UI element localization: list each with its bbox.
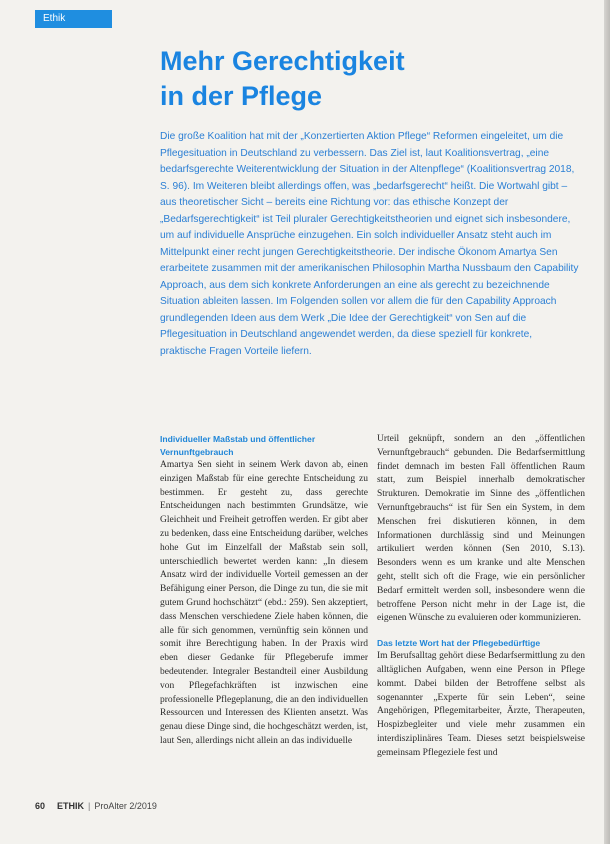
page-number: 60	[35, 801, 46, 811]
subhead-last-word: Das letzte Wort hat der Pflegebedürftige	[377, 638, 541, 649]
page-footer	[35, 801, 157, 811]
subhead-individual-standard: Individueller Maßstab und öffentlicher Vernunftgebrauch	[160, 434, 316, 457]
right-column-body-1: Urteil geknüpft, sondern an den „öffentlichen Vernunftgebrauch“ gebunden. Die Bedarfsermittlung findet demnach im besten Fall öffentlichen Raum statt, zum Beispiel innerhalb demokratischer Strukturen. Demokratie im Sinne des „öffentlichen Vernunftgebrauchs“ ist für Sen ein System, in dem Menschen frei diskutieren können, in dem Informationen durchlässig sind und Meinungen artikuliert werden können (Sen 2010, S.13). Besonders wenn es um kranke und alte Menschen geht, stellt sich oft die Frage, wie ein persönlicher Bedarf ermittelt werden soll, insbesondere wenn die betroffene Person nicht mehr in der Lage ist, die eigenen Wünsche zu evaluieren oder kommunizieren.	[377, 434, 585, 624]
right-column-body-2: Im Berufsalltag gehört diese Bedarfsermittlung zu den alltäglichen Aufgaben, wenn eine Person in Pflege kommt. Dabei bilden der Betroffene selbst als sogenannter „Experte für sein Leben“, seine Angehörigen, Pflegemitarbeiter, Ärzte, Therapeuten, Hospizbegleiter und viele mehr zusammen ein interdisziplinäres Team. Dieses setzt beispielsweise gemeinsam Pflegeziele fest und	[377, 651, 585, 758]
footer-separator: |	[88, 801, 91, 811]
left-column-body: Amartya Sen sieht in seinem Werk davon ab, einen einzigen Maßstab für eine gerechte Entscheidung zu bestimmen. Er gesteht zu, dass gerechte Entscheidungen nach bestimmten Grundsätze, wie Gleichheit und Freiheit getroffen werden. Er gibt aber zu bedenken, dass eine Entscheidung darüber, welches hohe Gut im Einzelfall der Maßstab sein soll, unterschiedlich bewertet werden kann: „In diesem Ansatz wird der individuelle Vorteil gemessen an der Befähigung einer Person, die Dinge zu tun, die sie mit gutem Grund hochschätzt“ (ebd.: 259). Sen akzeptiert, dass Menschen verschiedene Ziele haben können, die alle für sich genommen, vernünftig sein können und somit ihre Berechtigung haben. In der Praxis wird eben dieser Gedanke für Pflegeberufe immer bedeutender. Integraler Bestandteil einer Ausbildung von Pflegefachkräften ist inzwischen eine professionelle Pflegeplanung, die an den individuellen Ressourcen und Interessen des Klienten ansetzt. Was genau diese Dinge sind, die hochgeschätzt werden, ist, laut Sen, allerdings nicht allein an das individuelle	[160, 460, 368, 746]
page-spine-shadow	[604, 0, 610, 844]
article-title	[160, 44, 580, 114]
footer-magazine: ProAlter 2/2019	[94, 801, 157, 811]
section-tag: Ethik	[35, 10, 112, 28]
footer-section: ETHIK	[57, 801, 85, 811]
right-column	[377, 433, 585, 761]
article-title-line-1: Mehr Gerechtigkeit	[160, 46, 405, 76]
article-title-line-2: in der Pflege	[160, 81, 323, 111]
article-intro: Die große Koalition hat mit der „Konzertierten Aktion Pflege“ Reformen eingeleitet, um die Pflegesituation in Deutschland zu verbessern. Das Ziel ist, laut Koalitionsvertrag, „eine bedarfsgerechte Weiterentwicklung der Situation in der Altenpflege“ (Koalitionsvertrag 2018, S. 96). Im Weiteren bleibt allerdings offen, was „bedarfsgerecht“ heißt. Die Wortwahl gibt – aus theoretischer Sicht – bereits eine Richtung vor: das ethische Konzept der „Bedarfsgerechtigkeit“ ist Teil pluraler Gerechtigkeitstheorien und eignet sich insbesondere, um auf individuelle Ansprüche einzugehen. Ein solch individueller Ansatz steht auch im Mittelpunkt einer recht jungen Gerechtigkeitstheorie. Der indische Ökonom Amartya Sen erarbeitete zusammen mit der amerikanischen Philosophin Martha Nussbaum den Capability Approach, aus dem sich konkrete Anforderungen an eine als gerecht zu bezeichnende Situation ableiten lassen. Im Folgenden sollen vor allem die für den Capability Approach grundlegenden Ideen aus dem Werk „Die Idee der Gerechtigkeit“ von Sen auf die Pflegesituation in Deutschland angewendet werden, da diese speziell für konkrete, praktische Fragen Vorteile liefern.	[160, 131, 579, 357]
left-column	[160, 433, 368, 749]
